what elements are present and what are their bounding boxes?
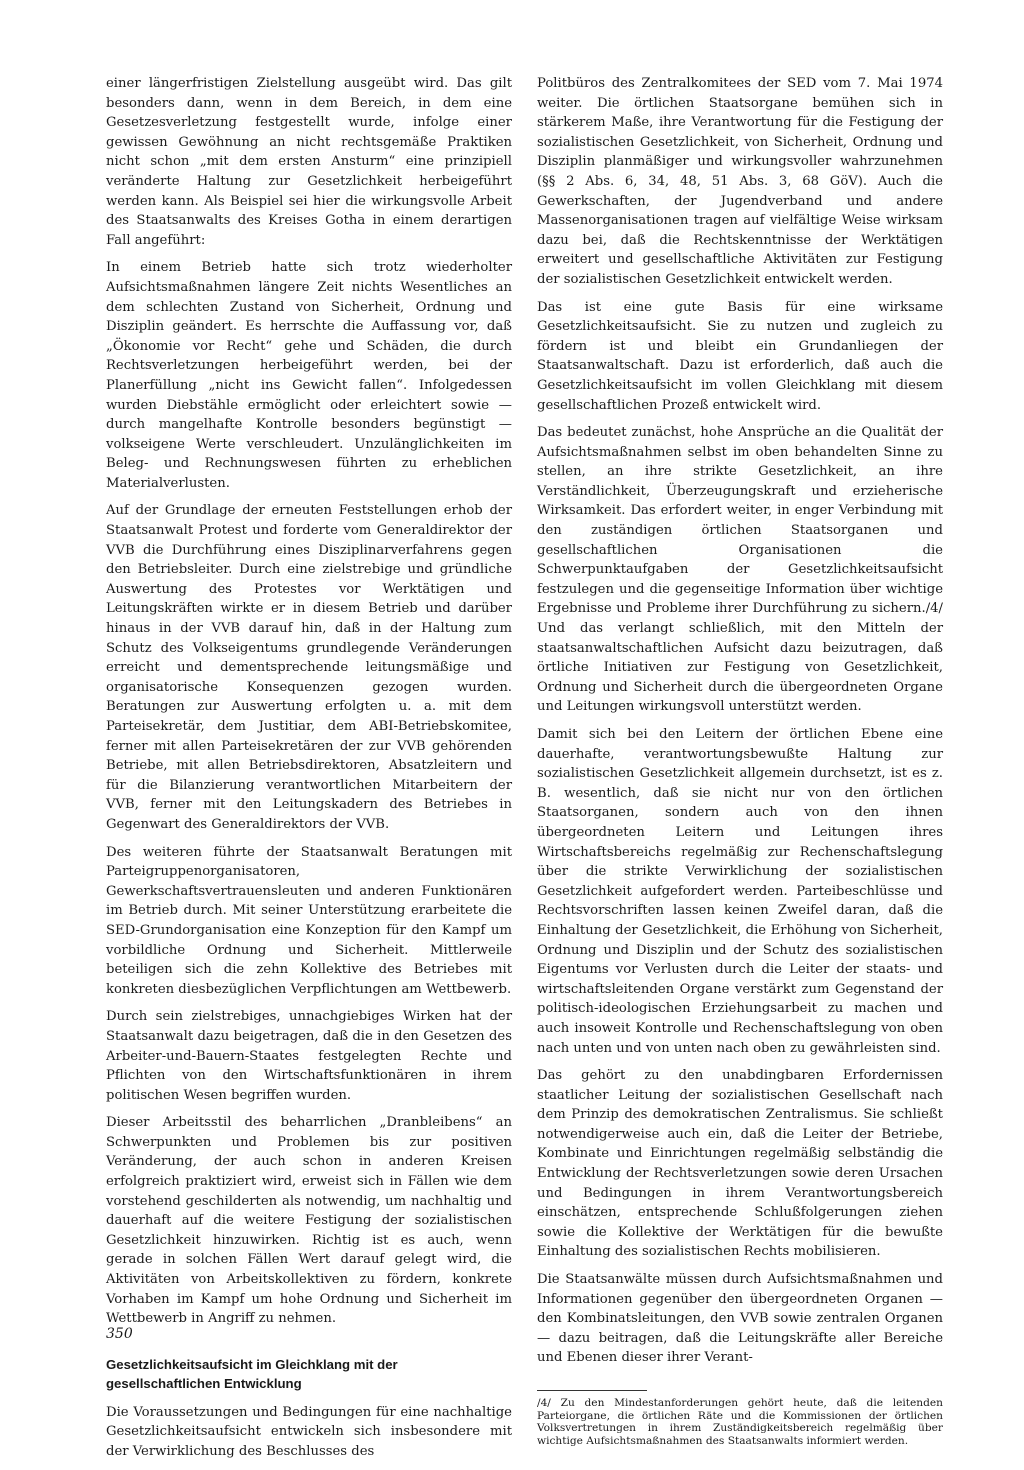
paragraph: Durch sein zielstrebiges, unnachgiebiges Wirken hat der Staatsanwalt dazu beigetragen, daß die in den Gesetzen des Arbeiter-und-Bauern-Staates festgelegten Rechte und Pflichten von den Wirtschaftsfunktionären in ihrem politischen Wesen begriffen wurden. (106, 1009, 512, 1103)
paragraph: Das ist eine gute Basis für eine wirksame Gesetzlichkeitsaufsicht. Sie zu nutzen und zugleich zu fördern ist und bleibt ein Grundanliegen der Staatsanwaltschaft. Dazu ist erforderlich, daß auch die Gesetzlichkeitsaufsicht im vollen Gleichklang mit diesem gesellschaftlichen Prozeß entwickelt wird. (537, 299, 943, 413)
page-number: 350 (106, 1326, 133, 1342)
paragraph: einer längerfristigen Zielstellung ausgeübt wird. Das gilt besonders dann, wenn in dem Bereich, in dem eine Gesetzesverletzung festgestellt wurde, infolge einer gewissen Gewöhnung an nicht rechtsgemäße Praktiken nicht schon „mit dem ersten Ansturm“ eine prinzipiell veränderte Haltung zur Gesetzlichkeit herbeigeführt werden kann. Als Beispiel sei hier die wirkungsvolle Arbeit des Staatsanwalts des Kreises Gotha in einem derartigen Fall angeführt: (106, 76, 512, 248)
paragraph: Die Voraussetzungen und Bedingungen für eine nachhaltige Gesetzlichkeitsaufsicht entwickeln sich insbesondere mit der Verwirklichung des Beschlusses des (106, 1404, 512, 1459)
paragraph: Das gehört zu den unabdingbaren Erfordernissen staatlicher Leitung der sozialistischen Gesellschaft nach dem Prinzip des demokratischen Zentralismus. Sie schließt notwendigerweise auch ein, daß die Leiter der Betriebe, Kombinate und Einrichtungen regelmäßig selbständig die Entwicklung der Rechtsverletzungen sowie deren Ursachen und Bedingungen in ihrem Verantwortungsbereich einschätzen, entsprechende Schlußfolgerungen ziehen sowie die Kollektive der Werktätigen für die bewußte Einhaltung des sozialistischen Rechts mobilisieren. (537, 1068, 943, 1260)
paragraph: Dieser Arbeitsstil des beharrlichen „Dranbleibens“ an Schwerpunkten und Problemen bis zur positiven Veränderung, der auch schon in anderen Kreisen erfolgreich praktiziert wird, erweist sich in Fällen wie dem vorstehend geschilderten als notwendig, um nachhaltig und dauerhaft auf die weitere Festigung der sozialistischen Gesetzlichkeit hinzuwirken. Richtig ist es auch, wenn gerade in solchen Fällen Wert darauf gelegt wird, die Aktivitäten von Arbeitskollektiven zu fördern, konkrete Vorhaben im Kampf um hohe Ordnung und Sicherheit im Wettbewerb in Angriff zu nehmen. (106, 1115, 512, 1327)
paragraph: Politbüros des Zentralkomitees der SED vom 7. Mai 1974 weiter. Die örtlichen Staatsorgane bemühen sich in stärkerem Maße, ihre Verantwortung für die Festigung der sozialistischen Gesetzlichkeit, von Sicherheit, Ordnung und Disziplin planmäßiger und wirkungsvoller wahrzunehmen (§§ 2 Abs. 6, 34, 48, 51 Abs. 3, 68 GöV). Auch die Gewerkschaften, der Jugendverband und andere Massenorganisationen tragen auf vielfältige Weise wirksam dazu bei, daß die Rechtskenntnisse der Werktätigen erweitert und gesellschaftliche Aktivitäten zur Festigung der sozialistischen Gesetzlichkeit entwickelt werden. (537, 76, 943, 287)
right-column (537, 74, 943, 1447)
paragraph: Damit sich bei den Leitern der örtlichen Ebene eine dauerhafte, verantwortungsbewußte Haltung zur sozialistischen Gesetzlichkeit allgemein durchsetzt, ist es z. B. wesentlich, daß sie nicht nur von den örtlichen Staatsorganen, sondern auch von den ihnen übergeordneten Leitern und Leitungen ihres Wirtschaftsbereichs regelmäßig zur Rechenschaftslegung über die strikte Verwirklichung der sozialistischen Gesetzlichkeit aufgefordert werden. Parteibeschlüsse und Rechtsvorschriften lassen keinen Zweifel daran, daß die Einhaltung der Gesetzlichkeit, die Erhöhung von Sicherheit, Ordnung und Disziplin und der Schutz des sozialistischen Eigentums vor Verlusten durch die Leiter der staats- und wirtschaftsleitenden Organe verstärkt zum Gegenstand der politisch-ideologischen Erziehungsarbeit zu machen und auch insoweit Kontrolle und Rechenschaftslegung von oben nach unten und von unten nach oben zu gewährleisten sind. (537, 727, 943, 1056)
paragraph: Des weiteren führte der Staatsanwalt Beratungen mit Parteigruppenorganisatoren, Gewerkschaftsvertrauensleuten und anderen Funktionären im Betrieb durch. Mit seiner Unterstützung erarbeitete die SED-Grundorganisation eine Konzeption für den Kampf um vorbildliche Ordnung und Sicherheit. Mittlerweile beteiligen sich die zehn Kollektive des Betriebes mit konkreten diesbezüglichen Verpflichtungen am Wettbewerb. (106, 844, 512, 997)
footnote: /4/ Zu den Mindestanforderungen gehört heute, daß die leitenden Parteiorgane, die örtlichen Räte und die Kommissionen der örtlichen Volksvertretungen in ihrem Zuständigkeitsbereich regelmäßig über wichtige Aufsichtsmaßnahmen des Staatsanwalts informiert werden. (537, 1397, 943, 1447)
section-heading: Gesetzlichkeitsaufsicht im Gleichklang mit der gesellschaftlichen Entwicklung (106, 1356, 398, 1391)
paragraph: In einem Betrieb hatte sich trotz wiederholter Aufsichtsmaßnahmen längere Zeit nichts Wesentliches an dem schlechten Zustand von Sicherheit, Ordnung und Disziplin geändert. Es herrschte die Auffassung vor, daß „Ökonomie vor Recht“ gehe und Schäden, die durch Rechtsverletzungen herbeigeführt werden, bei der Planerfüllung „nicht ins Gewicht fallen“. Infolgedessen wurden Diebstähle ermöglicht oder erleichtert sowie — durch mangelhafte Kontrolle besonders begünstigt — volkseigene Werte verschleudert. Unzulänglichkeiten im Beleg- und Rechnungswesen führten zu erheblichen Materialverlusten. (106, 260, 512, 491)
footnote-divider (537, 1390, 647, 1391)
paragraph: Auf der Grundlage der erneuten Feststellungen erhob der Staatsanwalt Protest und forderte vom Generaldirektor der VVB die Durchführung eines Disziplinarverfahrens gegen den Betriebsleiter. Durch eine zielstrebige und gründliche Auswertung des Protestes vor Werktätigen und Leitungskräften wirkte er in diesem Betrieb und darüber hinaus in der VVB darauf hin, daß in der Haltung zum Schutz des Volkseigentums grundlegende Veränderungen erreicht und dementsprechende leitungsmäßige und organisatorische Konsequenzen gezogen wurden. Beratungen zur Auswertung erfolgten u. a. mit dem Parteisekretär, dem Justitiar, dem ABI-Betriebskomitee, ferner mit allen Parteisekretären der zur VVB gehörenden Betriebe, mit allen Betriebsdirektoren, Absatzleitern und für die Bilanzierung verantwortlichen Mitarbeitern der VVB, ferner mit den Leitungskadern des Betriebes in Gegenwart des Generaldirektors der VVB. (106, 503, 512, 832)
paragraph: Die Staatsanwälte müssen durch Aufsichtsmaßnahmen und Informationen gegenüber den übergeordneten Organen — den Kombinatsleitungen, den VVB sowie zentralen Organen — dazu beitragen, daß die Leitungskräfte aller Bereiche und Ebenen dieser ihrer Verant- (537, 1272, 943, 1366)
left-column (106, 74, 512, 1470)
paragraph: Das bedeutet zunächst, hohe Ansprüche an die Qualität der Aufsichtsmaßnahmen selbst im oben behandelten Sinne zu stellen, an ihre strikte Gesetzlichkeit, an ihre Verständlichkeit, Überzeugungskraft und erzieherische Wirksamkeit. Das erfordert weiter, in enger Verbindung mit den zuständigen örtlichen Staatsorganen und gesellschaftlichen Organisationen die Schwerpunktaufgaben der Gesetzlichkeitsaufsicht festzulegen und die gegenseitige Information über wichtige Ergebnisse und Probleme ihrer Durchführung zu sichern./4/ Und das verlangt schließlich, mit den Mitteln der staatsanwaltschaftlichen Aufsicht dazu beizutragen, daß örtliche Initiativen zur Festigung von Gesetzlichkeit, Ordnung und Sicherheit durch die übergeordneten Organe und Leitungen wirkungsvoll unterstützt werden. (537, 425, 943, 715)
